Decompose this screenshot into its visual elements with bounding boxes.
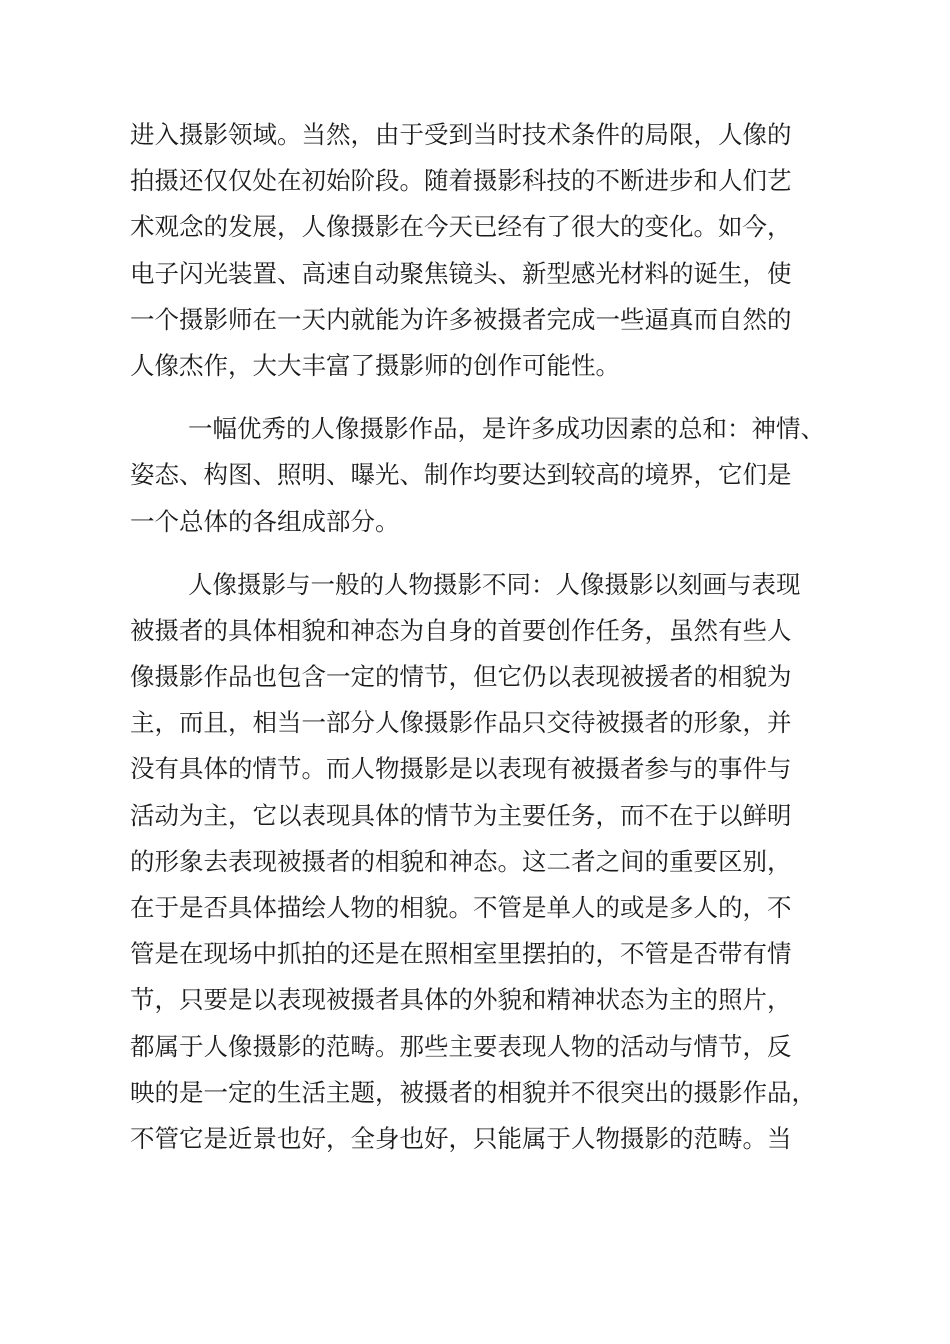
text-line: 在于是否具体描绘人物的相貌。不管是单人的或是多人的，不 — [130, 893, 792, 922]
paragraph-3 — [130, 562, 850, 1162]
text-line: 像摄影作品也包含一定的情节，但它仍以表现被援者的相貌为 — [130, 662, 792, 692]
text-line: 一个摄影师在一天内就能为许多被摄者完成一些逼真而自然的 — [130, 304, 792, 334]
text-line: 主，而且，相当一部分人像摄影作品只交待被摄者的形象，并 — [130, 708, 792, 738]
text-line: 电子闪光装置、高速自动聚焦镜头、新型感光材料的诞生，使 — [130, 258, 792, 288]
text-line: 一个总体的各组成部分。 — [130, 506, 400, 536]
paragraph-2 — [130, 406, 850, 545]
text-line: 都属于人像摄影的范畴。那些主要表现人物的活动与情节，反 — [130, 1031, 792, 1061]
text-line: 被摄者的具体相貌和神态为自身的首要创作任务，虽然有些人 — [130, 615, 792, 645]
text-line-first: 人像摄影与一般的人物摄影不同：人像摄影以刻画与表现 — [188, 569, 801, 599]
text-line-first: 一幅优秀的人像摄影作品，是许多成功因素的总和：神情、 — [188, 414, 825, 444]
text-line: 节，只要是以表现被摄者具体的外貌和精神状态为主的照片， — [130, 985, 792, 1015]
text-line: 拍摄还仅仅处在初始阶段。随着摄影科技的不断进步和人们艺 — [130, 166, 792, 196]
text-line: 不管它是近景也好，全身也好，只能属于人物摄影的范畴。当 — [130, 1123, 792, 1153]
text-line: 的形象去表现被摄者的相貌和神态。这二者之间的重要区别， — [130, 846, 792, 876]
text-line: 没有具体的情节。而人物摄影是以表现有被摄者参与的事件与 — [130, 754, 792, 784]
text-line: 映的是一定的生活主题，被摄者的相貌并不很突出的摄影作品， — [130, 1077, 816, 1107]
text-line: 管是在现场中抓拍的还是在照相室里摆拍的，不管是否带有情 — [130, 939, 792, 969]
paragraph-1 — [130, 112, 850, 389]
paragraph-spacing — [130, 389, 850, 406]
text-line: 活动为主，它以表现具体的情节为主要任务，而不在于以鲜明 — [130, 800, 792, 830]
paragraph-spacing — [130, 545, 850, 562]
body-text — [130, 112, 850, 1162]
text-line: 姿态、构图、照明、曝光、制作均要达到较高的境界，它们是 — [130, 460, 792, 490]
text-line: 术观念的发展，人像摄影在今天已经有了很大的变化。如今， — [130, 212, 792, 242]
text-line: 人像杰作，大大丰富了摄影师的创作可能性。 — [130, 350, 620, 380]
text-line: 进入摄影领域。当然，由于受到当时技术条件的局限，人像的 — [130, 120, 792, 149]
